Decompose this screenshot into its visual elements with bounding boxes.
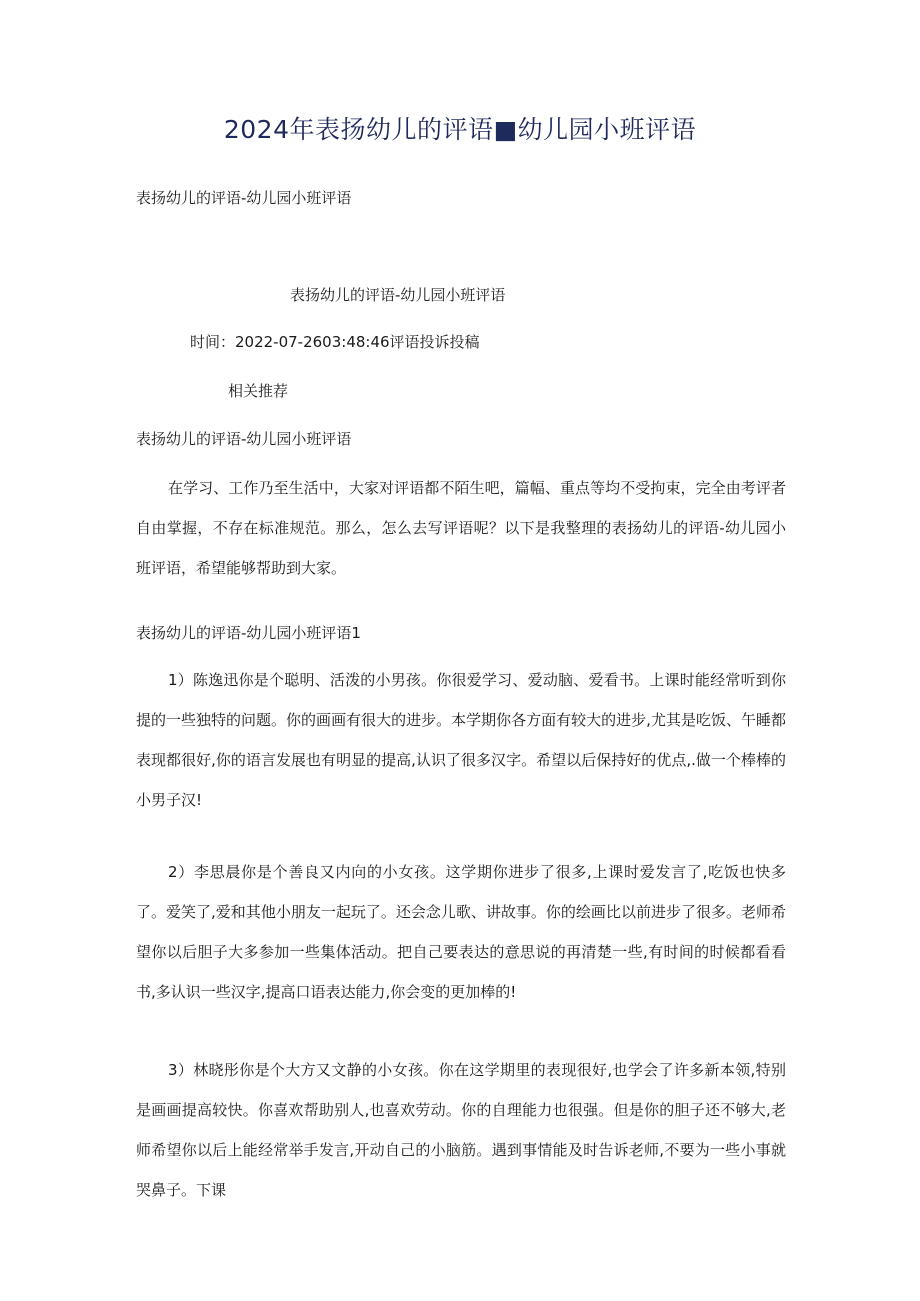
article-title: 表扬幼儿的评语-幼儿园小班评语 [290, 286, 506, 304]
article-meta: 时间：2022-07-2603:48:46评语投诉投稿 [190, 333, 480, 351]
comment-paragraph-3: 3）林晓彤你是个大方又文静的小女孩。你在这学期里的表现很好,也学会了许多新本领,特别是画画提高较快。你喜欢帮助别人,也喜欢劳动。你的自理能力也很强。但是你的胆子还不够大,老师希望你以后上能经常举手发言,开动自己的小脑筋。遇到事情能及时告诉老师,不要为一些小事就哭鼻子。下课 [136, 1061, 786, 1199]
part-heading: 表扬幼儿的评语-幼儿园小班评语1 [136, 624, 361, 642]
intro-paragraph: 在学习、工作乃至生活中，大家对评语都不陌生吧，篇幅、重点等均不受拘束，完全由考评者自由掌握，不存在标准规范。那么，怎么去写评语呢？以下是我整理的表扬幼儿的评语-幼儿园小班评语，希望能够帮助到大家。 [136, 479, 786, 577]
document-title: 2024年表扬幼儿的评语■幼儿园小班评语 [223, 115, 697, 144]
comment-paragraph-2: 2）李思晨你是个善良又内向的小女孩。这学期你进步了很多,上课时爱发言了,吃饭也快多了。爱笑了,爱和其他小朋友一起玩了。还会念儿歌、讲故事。你的绘画比以前进步了很多。老师希望你以后胆子大多参加一些集体活动。把自己要表达的意思说的再清楚一些,有时间的时候都看看书,多认识一些汉字,提高口语表达能力,你会变的更加棒的! [136, 863, 786, 1001]
document-subtitle: 表扬幼儿的评语-幼儿园小班评语 [136, 189, 352, 207]
related-recommendations: 相关推荐 [228, 382, 289, 400]
comment-paragraph-1: 1）陈逸迅你是个聪明、活泼的小男孩。你很爱学习、爱动脑、爱看书。上课时能经常听到你提的一些独特的问题。你的画画有很大的进步。本学期你各方面有较大的进步,尤其是吃饭、午睡都表现都很好,你的语言发展也有明显的提高,认识了很多汉字。希望以后保持好的优点,.做一个棒棒的小男子汉! [136, 671, 786, 809]
section-heading: 表扬幼儿的评语-幼儿园小班评语 [136, 430, 352, 448]
